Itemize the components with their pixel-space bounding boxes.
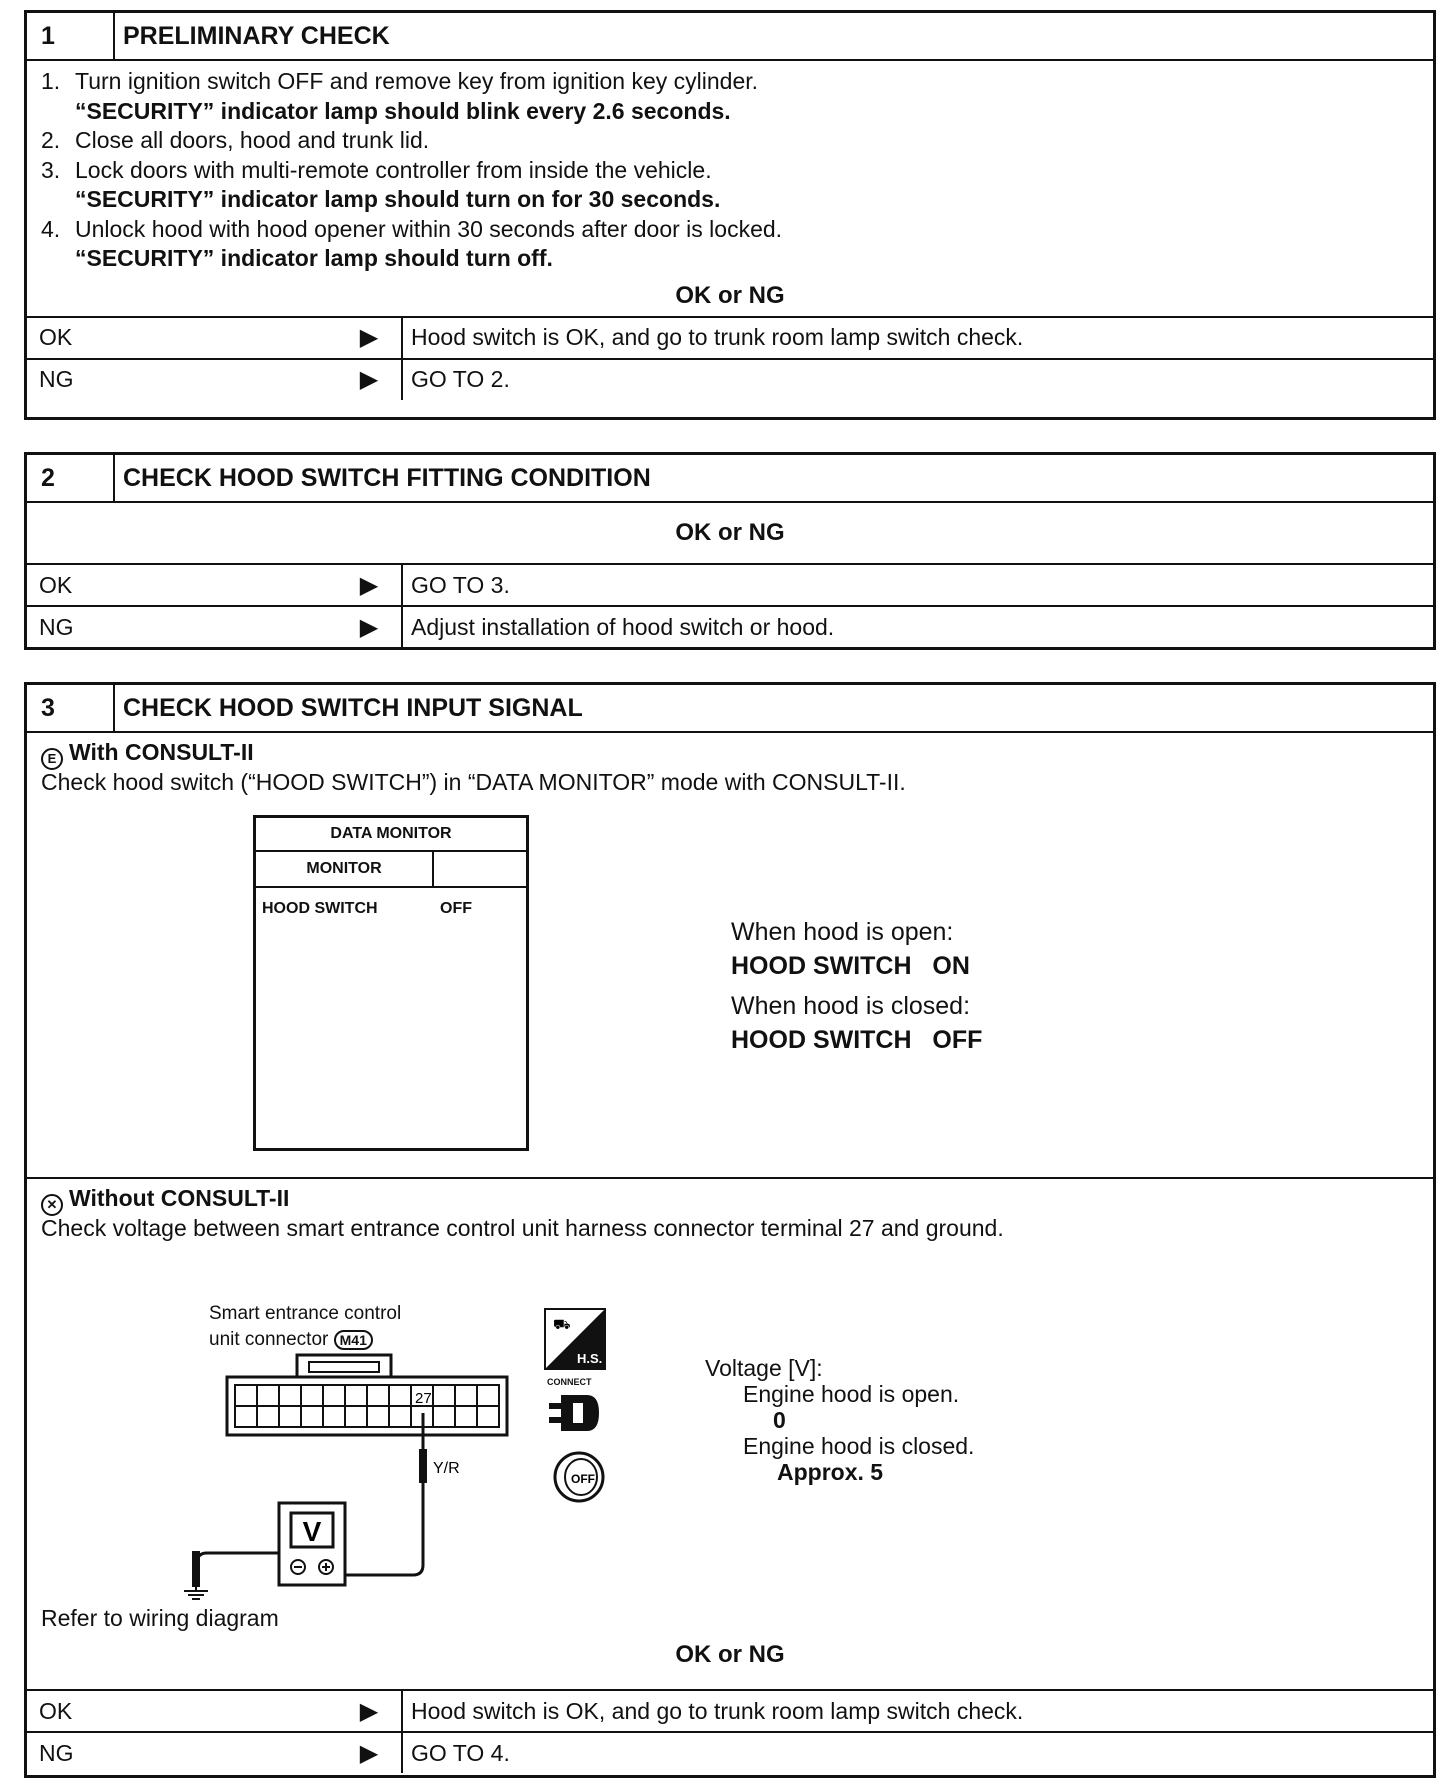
connect-icon bbox=[547, 1389, 607, 1437]
monitor-column-label: MONITOR bbox=[256, 852, 434, 886]
step-text: Turn ignition switch OFF and remove key from ignition key cylinder. bbox=[75, 68, 759, 94]
step-index: 2. bbox=[41, 127, 61, 153]
ok-label: OK bbox=[39, 1697, 73, 1724]
section-header bbox=[27, 13, 1433, 61]
procedure-step bbox=[41, 126, 1433, 156]
section-3 bbox=[24, 682, 1436, 1778]
section-header bbox=[27, 685, 1433, 733]
off-label: OFF bbox=[571, 1472, 595, 1486]
arrow-right-icon: ▶ bbox=[359, 366, 379, 393]
wiring-diagram bbox=[157, 1353, 517, 1603]
step-result: “SECURITY” indicator lamp should turn on for 30 seconds. bbox=[75, 186, 721, 212]
ok-or-ng-label: OK or NG bbox=[675, 519, 785, 546]
monitor-column-header bbox=[256, 852, 526, 888]
connector-label-text: unit connector bbox=[209, 1329, 329, 1350]
ng-result: Adjust installation of hood switch or hood. bbox=[401, 607, 1433, 647]
ng-result-row bbox=[27, 358, 1433, 400]
connector-label-line-2 bbox=[209, 1327, 401, 1353]
ng-result: GO TO 4. bbox=[401, 1733, 1433, 1773]
monitor-item: HOOD SWITCH bbox=[262, 900, 378, 917]
ok-result-row bbox=[27, 563, 1433, 605]
meter-label: V bbox=[302, 1516, 322, 1547]
ok-label: OK bbox=[39, 324, 73, 350]
step-number: 1 bbox=[27, 13, 115, 59]
consult-icon: E bbox=[41, 748, 63, 770]
result-rows bbox=[27, 1689, 1433, 1773]
refer-wiring-diagram: Refer to wiring diagram bbox=[41, 1605, 279, 1631]
step-text: Unlock hood with hood opener within 30 seconds after door is locked. bbox=[75, 215, 783, 242]
ng-result-row bbox=[27, 605, 1433, 647]
ok-result-row bbox=[27, 1689, 1433, 1731]
divider bbox=[27, 1177, 1433, 1179]
step-number: 3 bbox=[27, 685, 115, 731]
no-consult-icon: ✕ bbox=[41, 1194, 63, 1216]
voltage-spec bbox=[705, 1355, 974, 1485]
ok-or-ng-label: OK or NG bbox=[675, 281, 785, 309]
monitor-value: OFF bbox=[440, 900, 472, 917]
terminal-label: 27 bbox=[415, 1390, 432, 1407]
hood-closed-label: When hood is closed: bbox=[731, 992, 971, 1020]
monitor-title: DATA MONITOR bbox=[256, 818, 526, 852]
hood-open-label: When hood is open: bbox=[731, 918, 954, 946]
arrow-right-icon: ▶ bbox=[359, 1697, 379, 1725]
step-text: Close all doors, hood and trunk lid. bbox=[75, 127, 430, 153]
arrow-right-icon: ▶ bbox=[359, 1739, 379, 1767]
voltage-open-value: 0 bbox=[773, 1407, 786, 1433]
harness-service-icon bbox=[543, 1307, 613, 1371]
with-consult-label: With CONSULT-II bbox=[69, 739, 254, 765]
ok-result-row bbox=[27, 316, 1433, 358]
monitor-row bbox=[256, 888, 526, 918]
ignition-off-icon bbox=[549, 1447, 609, 1507]
arrow-right-icon: ▶ bbox=[359, 324, 379, 351]
arrow-right-icon: ▶ bbox=[359, 613, 379, 641]
ng-result: GO TO 2. bbox=[401, 360, 1433, 400]
ok-result: Hood switch is OK, and go to trunk room lamp switch check. bbox=[401, 1691, 1433, 1731]
step-title: CHECK HOOD SWITCH FITTING CONDITION bbox=[123, 463, 651, 492]
step-title: CHECK HOOD SWITCH INPUT SIGNAL bbox=[123, 693, 583, 722]
voltage-open-label: Engine hood is open. bbox=[743, 1381, 960, 1407]
step-text: Lock doors with multi-remote controller from inside the vehicle. bbox=[75, 156, 712, 183]
connect-label: CONNECT bbox=[547, 1377, 592, 1387]
svg-text:⛟: ⛟ bbox=[553, 1316, 571, 1332]
hs-label: H.S. bbox=[577, 1351, 603, 1366]
procedure-step bbox=[41, 156, 1433, 186]
step-index: 4. bbox=[41, 215, 61, 242]
step-number: 2 bbox=[27, 455, 115, 501]
voltage-closed-label: Engine hood is closed. bbox=[743, 1433, 975, 1459]
procedure-steps bbox=[27, 61, 1433, 274]
procedure-step bbox=[41, 215, 1433, 245]
ok-result: GO TO 3. bbox=[401, 565, 1433, 605]
step-result: “SECURITY” indicator lamp should blink every 2.6 seconds. bbox=[75, 97, 731, 124]
section-header bbox=[27, 455, 1433, 503]
ok-result: Hood switch is OK, and go to trunk room lamp switch check. bbox=[401, 318, 1433, 358]
voltage-title: Voltage [V]: bbox=[705, 1355, 823, 1381]
wire-color-label: Y/R bbox=[433, 1460, 460, 1477]
ng-label: NG bbox=[39, 1739, 74, 1766]
ng-label: NG bbox=[39, 366, 74, 392]
ng-result-row bbox=[27, 1731, 1433, 1773]
without-consult-heading bbox=[41, 1185, 289, 1216]
step-index: 3. bbox=[41, 156, 61, 183]
arrow-right-icon: ▶ bbox=[359, 571, 379, 599]
step-result: “SECURITY” indicator lamp should turn off. bbox=[75, 245, 553, 271]
ok-or-ng-label: OK or NG bbox=[675, 1641, 785, 1668]
with-consult-text: Check hood switch (“HOOD SWITCH”) in “DATA MONITOR” mode with CONSULT-II. bbox=[41, 769, 906, 795]
voltage-closed-value: Approx. 5 bbox=[777, 1459, 884, 1485]
procedure-step bbox=[41, 67, 1433, 97]
step-title: PRELIMINARY CHECK bbox=[123, 21, 390, 50]
connector-label bbox=[209, 1301, 401, 1353]
hood-open-value: HOOD SWITCH ON bbox=[731, 952, 970, 980]
step-index: 1. bbox=[41, 68, 61, 94]
connector-label-line-1: Smart entrance control bbox=[209, 1303, 402, 1324]
connector-id-badge: M41 bbox=[334, 1330, 373, 1350]
with-consult-heading bbox=[41, 739, 254, 770]
hood-closed-value: HOOD SWITCH OFF bbox=[731, 1026, 983, 1054]
without-consult-label: Without CONSULT-II bbox=[69, 1185, 290, 1211]
without-consult-text: Check voltage between smart entrance control unit harness connector terminal 27 and ground. bbox=[41, 1215, 1004, 1241]
section-2 bbox=[24, 452, 1436, 650]
section-1 bbox=[24, 10, 1436, 420]
data-monitor-screen bbox=[253, 815, 529, 1151]
ng-label: NG bbox=[39, 613, 74, 640]
ok-label: OK bbox=[39, 571, 73, 598]
